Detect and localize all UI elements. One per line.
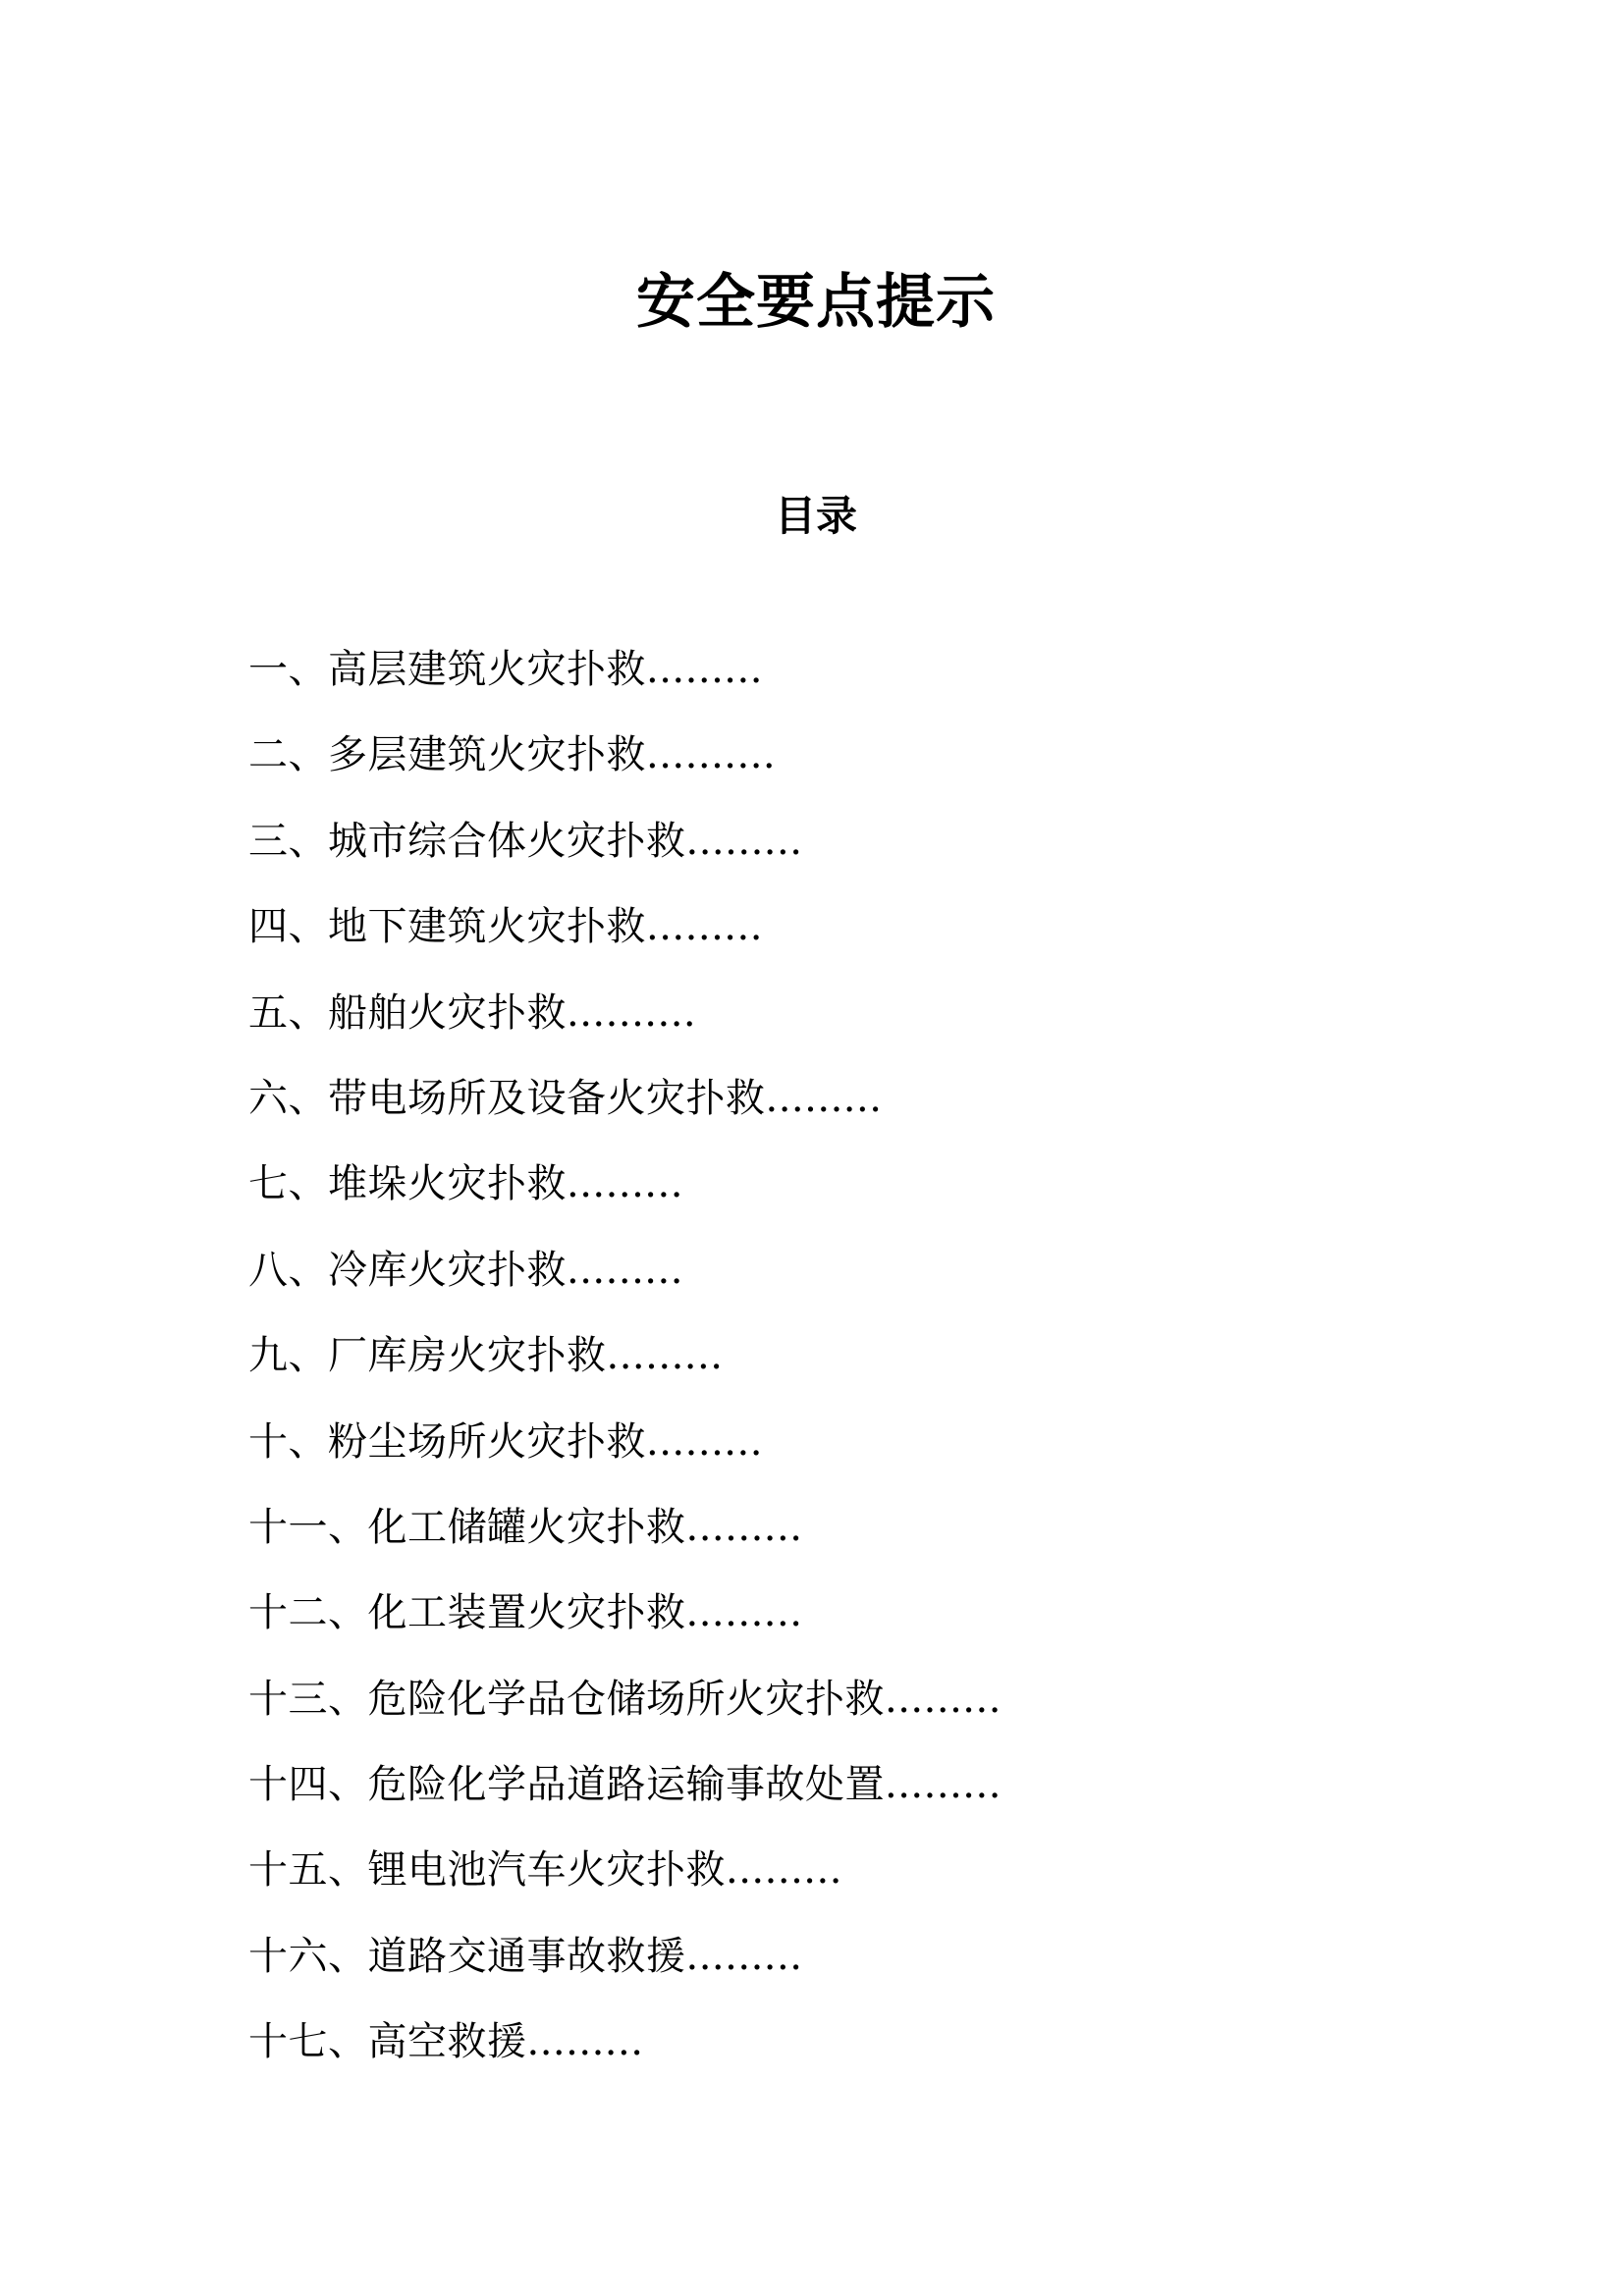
toc-item-13[interactable]: 十三、危险化学品仓储场所火灾扑救.........	[248, 1676, 1001, 1722]
toc-item-15[interactable]: 十五、锂电池汽车火灾扑救.........	[248, 1847, 842, 1894]
toc-item-4[interactable]: 四、地下建筑火灾扑救.........	[248, 904, 763, 950]
toc-item-16[interactable]: 十六、道路交通事故救援.........	[248, 1933, 803, 1979]
toc-item-10[interactable]: 十、粉尘场所火灾扑救.........	[248, 1418, 763, 1465]
toc-item-3[interactable]: 三、城市综合体火灾扑救.........	[248, 818, 803, 864]
toc-item-7[interactable]: 七、堆垛火灾扑救.........	[248, 1161, 683, 1207]
toc-item-8[interactable]: 八、冷库火灾扑救.........	[248, 1247, 683, 1293]
toc-heading: 目录	[774, 492, 857, 540]
toc-item-1[interactable]: 一、高层建筑火灾扑救.........	[248, 647, 763, 692]
document-title: 安全要点提示	[636, 268, 996, 337]
table-of-contents	[248, 640, 1001, 2099]
toc-item-12[interactable]: 十二、化工装置火灾扑救.........	[248, 1590, 803, 1636]
toc-item-17[interactable]: 十七、高空救援.........	[248, 2019, 644, 2065]
toc-item-5[interactable]: 五、船舶火灾扑救..........	[248, 989, 697, 1036]
toc-item-6[interactable]: 六、带电场所及设备火灾扑救.........	[248, 1075, 883, 1121]
toc-item-2[interactable]: 二、多层建筑火灾扑救..........	[248, 732, 777, 778]
toc-item-14[interactable]: 十四、危险化学品道路运输事故处置.........	[248, 1762, 1001, 1808]
toc-item-11[interactable]: 十一、化工储罐火灾扑救.........	[248, 1504, 803, 1550]
toc-item-9[interactable]: 九、厂库房火灾扑救.........	[248, 1333, 724, 1379]
